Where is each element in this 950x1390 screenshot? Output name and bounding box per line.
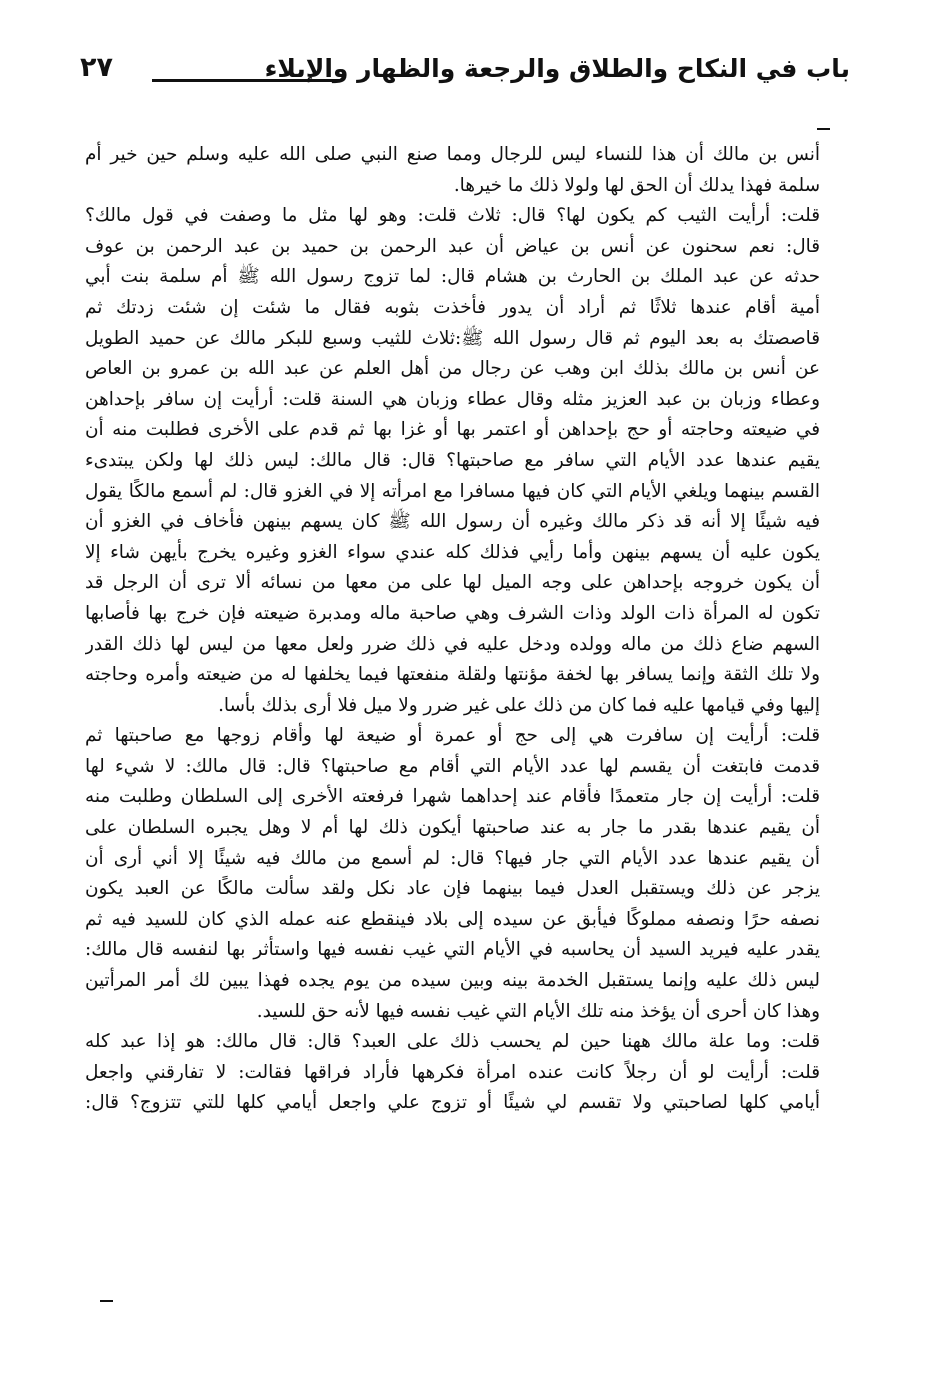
text-line: قال: نعم سحنون عن أنس بن عياض أن عبد الرحمن بن حميد بن عبد الرحمن بن عوف — [85, 235, 820, 257]
body-text — [85, 140, 820, 1119]
text-line: أن يقيم عندها عدد الأيام التي جار فيها؟ قال: لم أسمع من مالك فيه شيئًا إلا أني أرى أن — [85, 847, 820, 869]
page-number: ٢٧ — [80, 52, 113, 83]
text-line: أن يكون خروجه بإحداهن على وجه الميل لها على من معها من نسائه ألا ترى أن الرجل قد — [85, 572, 820, 594]
text-line: فيه شيئًا إلا أنه قد ذكر مالك وغيره أن رسول الله ﷺ كان يسهم بينهن فأخاف في الغزو أن — [85, 511, 820, 533]
text-line: يزجر عن ذلك ويستقبل العدل فيما بينهما فإن عاد نكل ولقد سألت مالكًا عن العبد يكون — [85, 878, 820, 900]
text-line: قلت: أرأيت إن جار متعمدًا فأقام عند إحداهما شهرا فرفعته الأخرى إلى السلطان وطلبت منه — [85, 786, 820, 808]
text-line: يقدر عليه فيريد السيد أن يحاسبه في الأيام التي غيب نفسه فيها واستأثر بها لنفسه قال مالك: — [85, 939, 820, 961]
text-line: السهم ضاع ذلك من ماله وولده ودخل عليه في ذلك ضرر ولعل معها من ليس لها ذلك القدر — [85, 633, 820, 655]
text-line: قلت: وما علة مالك ههنا حين لم يحسب ذلك على العبد؟ قال: قال مالك: هو إذا عبد كله — [85, 1031, 820, 1053]
text-line: أن يقيم عندها بقدر ما جار به عند صاحبتها أيكون ذلك لها أم لا وهل يجبره السلطان على — [85, 817, 820, 839]
text-line: يكون عليه أن يسهم بينهن وأما رأيي فذلك كله عندي سواء الغزو وغيره يخرج بأيهن شاء إلا — [85, 541, 820, 563]
text-line: قلت: أرأيت الثيب كم يكون لها؟ قال: ثلاث قلت: وهو لها مثل ما وصفت في قول مالك؟ — [85, 205, 820, 227]
chapter-title: باب في النكاح والطلاق والرجعة والظهار والإيلاء — [264, 54, 850, 83]
text-line: قلت: أرأيت لو أن رجلاً كانت عنده امرأة فكرهها فأراد فراقها فقالت: لا تفارقني واجعل — [85, 1061, 820, 1083]
text-line: سلمة فهذا يدلك أن الحق لها ولولا ذلك ما خيرها. — [453, 174, 820, 196]
text-line: وهذا كان أحرى أن يؤخذ منه تلك الأيام التي غيب نفسه فيها لأنه حق للسيد. — [256, 1000, 820, 1022]
text-line: قاصصتك به بعد اليوم ثم قال رسول الله ﷺ:ثلاث للثيب وسبع للبكر مالك عن حميد الطويل — [85, 327, 820, 349]
text-line: قدمت فابتغت أن يقسم لها عدد الأيام التي أقام مع صاحبتها؟ قال: قال مالك: لا شيء لها — [85, 755, 820, 777]
text-line: أنس بن مالك أن هذا للنساء ليس للرجال ومما صنع النبي صلى الله عليه وسلم حين خير أم — [85, 144, 820, 165]
text-line: أمية أقام عندها ثلاثًا ثم أراد أن يدور فأخذت بثوبه فقال ما شئت إن شئت زدتك ثم — [85, 296, 820, 318]
text-line: عن أنس بن مالك بذلك ابن وهب عن رجال من أهل العلم عن عبد الله بن عمرو بن العاص — [85, 358, 820, 380]
text-line: ليس ذلك عليه وإنما يستقبل الخدمة بينه وبين سيده من يوم يجده فهذا يبين لك أمر المرأتين — [85, 970, 820, 992]
margin-dash-top — [817, 128, 830, 130]
text-line: في ضيعته وحاجته أو حج بإحداهن أو اعتمر بها أو غزا بها ثم قدم على الأخرى فطلبت منه أن — [85, 419, 820, 441]
header-rule — [152, 79, 342, 82]
text-line: تكون له المرأة ذات الولد وذات الشرف وهي صاحبة ماله ومدبرة ضيعته فإن خرج بها فأصابها — [85, 602, 820, 624]
text-line: إليها وفي قيامها عليه فما كان من ذلك على غير ضرر ولا ميل فلا أرى بذلك بأسا. — [218, 694, 820, 716]
text-line: القسم بينهما ويلغي الأيام التي كان فيها مسافرا مع امرأته إلا في الغزو قال: لم أسمع مالكًا يقول — [85, 480, 820, 502]
text-line: ولا تلك الثقة وإنما يسافر بها لخفة مؤنتها ولقلة منفعتها فيما يخلفها له من ضيعته وأمره وحاجته — [85, 664, 820, 686]
page-header — [70, 52, 850, 102]
margin-dash-bottom — [100, 1300, 113, 1302]
text-line: قلت: أرأيت إن سافرت هي إلى حج أو عمرة أو ضيعة لها وأقام زوجها مع صاحبتها ثم — [85, 725, 820, 747]
text-line: يقيم عندها عدد الأيام التي سافر مع صاحبتها؟ قال: قال مالك: ليس ذلك لها ولكن يبتدىء — [85, 449, 820, 471]
text-line: وعطاء وزبان بن عبد العزيز مثله وقال عطاء وزبان هي السنة قلت: أرأيت إن سافر بإحداهن — [85, 388, 820, 410]
text-line: حدثه عن عبد الملك بن الحارث بن هشام قال: لما تزوج رسول الله ﷺ أم سلمة بنت أبي — [85, 266, 820, 288]
text-line: أيامي كلها لصاحبتي ولا تقسم لي شيئًا أو تزوج علي واجعل أيامي كلها للتي تتزوج؟ قال: — [85, 1092, 820, 1114]
text-line: نصفه حرًا ونصفه مملوكًا فيأبق عن سيده إلى بلاد فينقطع عنه عمله الذي كان للسيد فيه ثم — [85, 908, 820, 930]
